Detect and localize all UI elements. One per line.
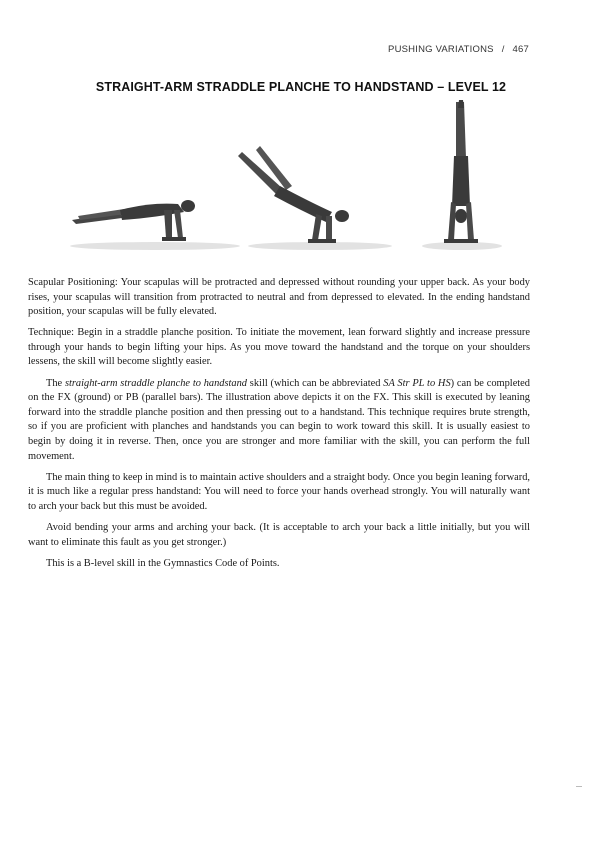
running-head-separator: /: [501, 44, 505, 55]
paragraph-technique: Technique: Begin in a straddle planche position. To initiate the movement, lean forward slightly and increase pressure through your hands to begin lifting your hips. As you move toward the handstand and the torque on your shoulders lessens, the skill will become slightly easier.: [28, 327, 530, 368]
skill-abbreviation-italic: SA Str PL to HS: [383, 377, 451, 389]
paragraph-scapular-positioning: Scapular Positioning: Your scapulas will be protracted and depressed without rounding your upper back. As your body rises, your scapulas will transition from protracted to neutral and from depressed to elevated. In the ending handstand position, your scapulas will be fully elevated.: [28, 277, 530, 318]
skill-name-italic: straight-arm straddle planche to handstand: [64, 377, 248, 389]
paragraph-code-of-points: This is a B-level skill in the Gymnastics Code of Points.: [46, 557, 280, 569]
figure-handstand: [422, 100, 502, 250]
corner-mark: [576, 786, 582, 787]
running-head-section: PUSHING VARIATIONS: [388, 44, 494, 55]
figure-straddle-planche: [70, 200, 240, 250]
running-head: [388, 44, 529, 55]
body-text: [28, 276, 530, 578]
paragraph-main-point: The main thing to keep in mind is to maintain active shoulders and a straight body. Once you begin leaning forward, it is much like a regular press handstand: You will need to force your hands overhead strongly. You will naturally want to arch your back but this must be avoided.: [28, 471, 530, 512]
page-number: 467: [512, 44, 529, 55]
p3-post: ) can be completed on the FX (ground) or PB (parallel bars). The illustration above depicts it on the FX. This skill is executed by leaning forward into the straddle planche position and then pressing out to a handstand. This technique requires brute strength, so if you are proficient with planches and handstands you can begin to work toward this skill. It is usually easiest to begin by doing it in reverse. Then, once you are stronger and more familiar with the skill, you can perform the full movement.: [28, 377, 530, 462]
paragraph-skill-description: [28, 377, 530, 465]
p3-pre: The: [46, 377, 65, 389]
exercise-illustration: [60, 98, 540, 260]
figure-rising-transition: [238, 146, 392, 250]
section-title: STRAIGHT-ARM STRADDLE PLANCHE TO HANDSTAND – LEVEL 12: [95, 80, 507, 94]
paragraph-avoid-bending: Avoid bending your arms and arching your back. (It is acceptable to arch your back a little initially, but you will want to eliminate this fault as you get stronger.): [28, 521, 530, 548]
planche-sequence-figure: [60, 98, 540, 260]
p3-mid: skill (which can be abbreviated: [247, 377, 384, 389]
